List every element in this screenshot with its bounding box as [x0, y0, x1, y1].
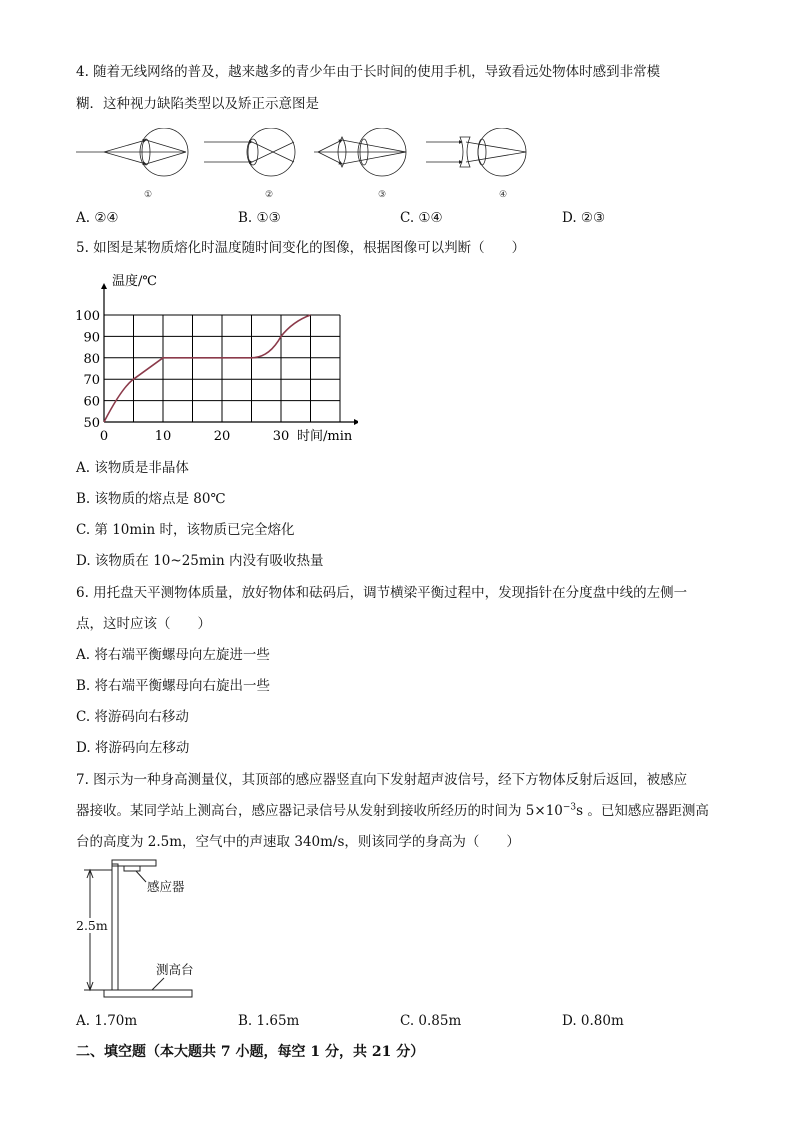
height-label: 2.5m [76, 918, 108, 933]
y-tick-label: 100 [75, 309, 100, 324]
x-tick-label: 20 [213, 429, 231, 444]
y-tick-label: 70 [83, 373, 100, 389]
q7-option-c[interactable]: C. 0.85m [400, 1013, 462, 1029]
eye-diagram-3-label: ③ [378, 190, 387, 200]
x-axis-label: 时间/min [297, 429, 353, 444]
x-tick-label: 30 [272, 429, 290, 444]
q7-stem-line1: 7. 图示为一种身高测量仪，其顶部的感应器竖直向下发射超声波信号，经下方物体反射后返回，被感应 [76, 772, 688, 788]
q5-option-d[interactable]: D. 该物质在 10~25min 内没有吸收热量 [76, 553, 324, 569]
q5-option-a[interactable]: A. 该物质是非晶体 [76, 460, 189, 476]
eye-diagram-2-label: ② [265, 190, 274, 200]
y-tick-label: 90 [83, 330, 100, 346]
eye-diagram-4 [426, 128, 526, 176]
melting-curve-chart [68, 266, 358, 448]
q5-stem: 5. 如图是某物质熔化时温度随时间变化的图像，根据图像可以判断（ ） [76, 240, 526, 256]
eye-diagram-1 [76, 128, 188, 176]
x-axis-arrow [354, 419, 358, 425]
q7-option-d[interactable]: D. 0.80m [562, 1013, 624, 1029]
q7-stem-line3: 台的高度为 2.5m，空气中的声速取 340m/s，则该同学的身高为（ ） [76, 834, 520, 850]
q4-stem-line1: 4. 随着无线网络的普及，越来越多的青少年由于长时间的使用手机，导致看远处物体时感到非常模 [76, 64, 661, 80]
q6-option-a[interactable]: A. 将右端平衡螺母向左旋进一些 [76, 647, 270, 663]
eye-diagram-1-label: ① [144, 190, 153, 200]
q6-option-c[interactable]: C. 将游码向右移动 [76, 709, 189, 725]
eye-diagram-3 [314, 128, 406, 176]
q7-option-b[interactable]: B. 1.65m [238, 1013, 300, 1029]
q7-stem-line2-tail: s 。已知感应器距测高 [576, 803, 709, 819]
q7-stem-line2-text: 器接收。某同学站上测高台，感应器记录信号从发射到接收所经历的时间为 5×10 [76, 803, 563, 819]
q4-eye-diagrams [74, 128, 534, 204]
q5-option-c[interactable]: C. 第 10min 时，该物质已完全熔化 [76, 522, 295, 538]
q7-option-a[interactable]: A. 1.70m [76, 1013, 138, 1029]
y-tick-label: 50 [83, 416, 100, 431]
platform-label: 测高台 [156, 962, 194, 977]
q6-stem-line2: 点，这时应该（ ） [76, 616, 211, 632]
section-2-title: 二、填空题（本大题共 7 小题，每空 1 分，共 21 分） [76, 1044, 425, 1060]
eye-diagram-2 [204, 128, 295, 176]
y-tick-label: 60 [83, 394, 100, 410]
y-axis-label: 温度/℃ [112, 274, 157, 289]
q4-option-b[interactable]: B. ①③ [238, 210, 281, 226]
q4-stem-line2: 糊．这种视力缺陷类型以及矫正示意图是 [76, 96, 319, 112]
x-tick-label: 10 [154, 429, 172, 444]
q4-option-d[interactable]: D. ②③ [562, 210, 606, 226]
temperature-curve [104, 315, 311, 422]
q6-option-b[interactable]: B. 将右端平衡螺母向右旋出一些 [76, 678, 271, 694]
x-tick-label: 0 [99, 429, 109, 444]
q6-stem-line1: 6. 用托盘天平测物体质量，放好物体和砝码后，调节横梁平衡过程中，发现指针在分度盘中线的左侧一 [76, 585, 688, 601]
eye-diagram-4-label: ④ [499, 190, 508, 200]
y-tick-label: 80 [83, 351, 100, 367]
q4-option-a[interactable]: A. ②④ [76, 210, 119, 226]
y-axis-arrow [101, 283, 107, 289]
q4-option-c[interactable]: C. ①④ [400, 210, 443, 226]
q7-exponent: −3 [562, 802, 577, 813]
q7-stem-line2 [76, 801, 709, 821]
q5-option-b[interactable]: B. 该物质的熔点是 80℃ [76, 491, 226, 507]
sensor-label: 感应器 [147, 879, 185, 894]
q6-option-d[interactable]: D. 将游码向左移动 [76, 740, 190, 756]
